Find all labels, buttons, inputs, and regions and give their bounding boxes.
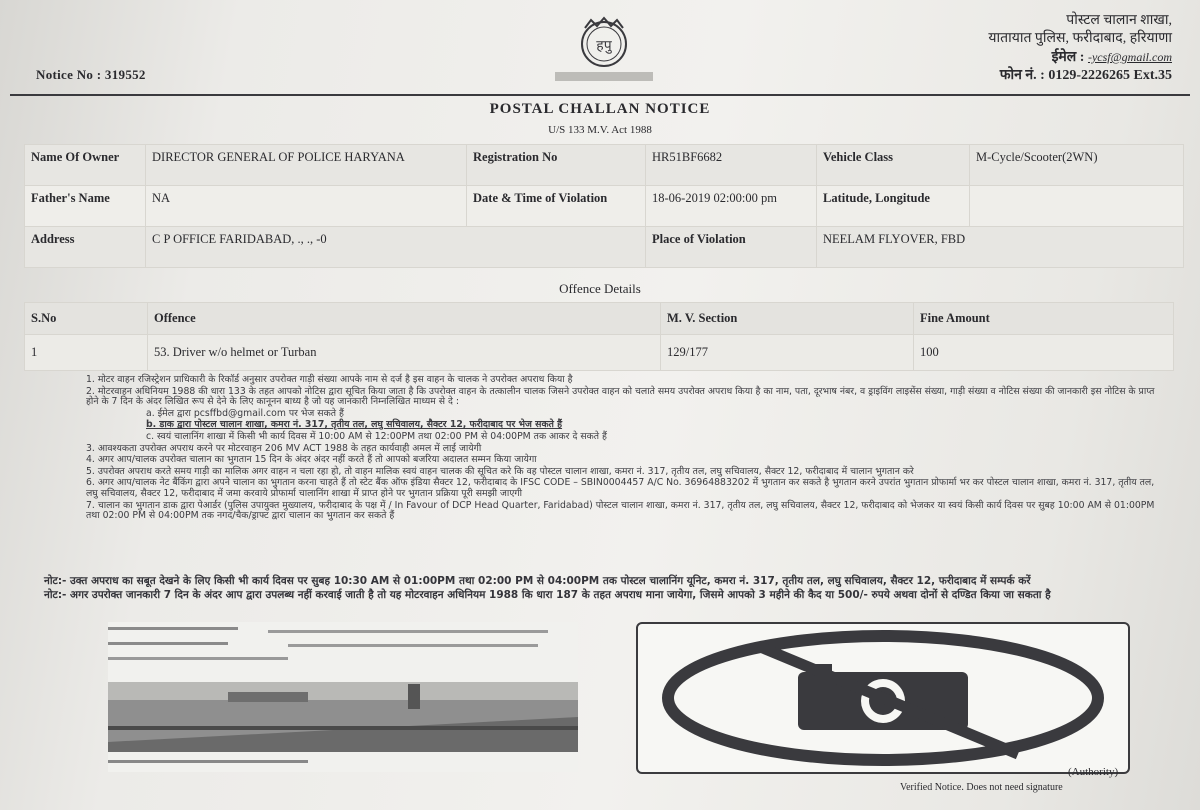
info-row: [25, 145, 1184, 186]
address-value: C P OFFICE FARIDABAD, ., ., -0: [146, 227, 646, 268]
email-value: -ycsf@gmail.com: [1087, 50, 1172, 64]
info-row: [25, 186, 1184, 227]
dept-line-1: पोस्टल चालान शाखा,: [1066, 13, 1172, 28]
father-name-label: Father's Name: [25, 186, 146, 227]
verified-notice: Verified Notice. Does not need signature: [900, 782, 1063, 793]
violation-datetime-value: 18-06-2019 02:00:00 pm: [646, 186, 817, 227]
email-label: ईमेल :: [1051, 50, 1085, 65]
note-item: 4. अगर आप/चालक उपरोक्त चालान का भुगतान 15 दिन के अंदर अंदर नहीं करते हैं तो आपको बजरिया अदालत सम्मन किया जायेगा: [86, 454, 537, 466]
notice-number: Notice No : 319552: [36, 67, 146, 82]
important-notes: [44, 575, 1144, 602]
address-label: Address: [25, 227, 146, 268]
col-sno: S.No: [25, 303, 148, 335]
lat-long-value: [970, 186, 1184, 227]
offence-row: [25, 335, 1174, 371]
authority-label: (Authority): [1068, 766, 1119, 778]
registration-label: Registration No: [467, 145, 646, 186]
bold-note: नोट:- अगर उपरोक्त जानकारी 7 दिन के अंदर आप द्वारा उपलब्ध नहीं करवाई जाती है तो यह मोटरवाहन अधिनियम 1988 कि धारा 187 के तहत अपराध माना जायेगा, जिसमे आपको 3 महीने की कैद या 500/- रुपये अथवा दोनों से दण्डित किया जा सकता है: [44, 588, 1051, 601]
owner-details-table: [24, 144, 1184, 268]
offence-header-row: [25, 303, 1174, 335]
col-section: M. V. Section: [661, 303, 914, 335]
instructions-list: [86, 375, 1166, 523]
notice-title: POSTAL CHALLAN NOTICE: [489, 101, 711, 117]
phone-line: फोन नं. : 0129-2226265 Ext.35: [999, 68, 1172, 83]
col-offence: Offence: [148, 303, 661, 335]
lat-long-label: Latitude, Longitude: [817, 186, 970, 227]
note-item: 3. आवश्यकता उपरोक्त अपराध करने पर मोटरवाहन 206 MV ACT 1988 के तहत कार्यवाही अमल में लाई जायेगी: [86, 442, 482, 454]
note-subitem: a. ईमेल द्वारा pcsffbd@gmail.com पर भेज सकते हैं: [146, 407, 344, 419]
offence-sno: 1: [25, 335, 148, 371]
note-item: 7. चालान का भुगतान डाक द्वारा पेआर्डर (पुलिस उपायुक्त मुख्यालय, फरीदाबाद के पक्ष में / In Favour of DCP Head Quarter, Faridabad) पोस्टल चालान शाखा, कमरा नं. 317, तृतीय तल, लघु सचिवालय, सैक्टर 12, फरीदाबाद को भेजकर या स्वयं किसी कार्य दिवस पर सुबह 10:00 AM से 01:00PM तथा 02:00 PM से 04:00PM तक नगद/चैक/ड्राफ्ट द्वारा चालान का भुगतान कर सकते हैं: [86, 499, 1155, 522]
department-header: [988, 12, 1172, 85]
violation-datetime-label: Date & Time of Violation: [467, 186, 646, 227]
info-row: [25, 227, 1184, 268]
registration-value: HR51BF6682: [646, 145, 817, 186]
note-item: 1. मोटर वाहन रजिस्ट्रेशन प्राधिकारी के रिकॉर्ड अनुसार उपरोक्त गाड़ी संख्या आपके नाम से दर्ज है इस वाहन के चालक ने उपरोक्त अपराध किया है: [86, 374, 573, 385]
emblem-text: हपु: [596, 38, 612, 54]
bold-note: नोट:- उक्त अपराध का सबूत देखने के लिए किसी भी कार्य दिवस पर सुबह 10:30 AM से 01:00PM तथा 02:00 PM से 04:00PM तक पोस्टल चालानिंग यूनिट, कमरा नं. 317, तृतीय तल, लघु सचिवालय, सैक्टर 12, फरीदाबाद में सम्पर्क करें: [44, 575, 1031, 587]
offence-name: 53. Driver w/o helmet or Turban: [148, 335, 661, 371]
dept-line-2: यातायात पुलिस, फरीदाबाद, हरियाणा: [988, 31, 1172, 46]
place-label: Place of Violation: [646, 227, 817, 268]
evidence-photo: [108, 622, 578, 772]
header-divider: [10, 94, 1190, 96]
owner-value: DIRECTOR GENERAL OF POLICE HARYANA: [146, 145, 467, 186]
note-item: 2. मोटरवाहन अधिनियम 1988 की धारा 133 के तहत आपको नोटिस द्वारा सूचित किया जाता है कि उपरोक्त वाहन के तत्कालीन चालक जिसने उपरोक्त वाहन को चलाते समय उपरोक्त अपराध किया है का नाम, पता, दूरभाष नंबर, व ड्राइविंग लाइसेंस संख्या, गाड़ी संख्या व नोटिस संख्या की जानकारी इस नोटिस के प्राप्त होने के 7 दिन के अंदर लिखित रूप से देने के लिए कानूनन बाध्य है जो यह जानकारी निम्नलिखित माध्यम से दे :: [86, 385, 1155, 408]
note-item: 5. उपरोक्त अपराध करते समय गाड़ी का मालिक अगर वाहन न चला रहा हो, तो वाहन मालिक स्वयं वाहन चालक की सूचित करे कि वह पोस्टल चालान शाखा, कमरा नं. 317, तृतीय तल, लघु सचिवालय, सैक्टर 12, फरीदाबाद में चालान भुगतान करे: [86, 465, 914, 477]
note-subitem: c. स्वयं चालानिंग शाखा में किसी भी कार्य दिवस में 10:00 AM से 12:00PM तथा 02:00 PM से 04:00PM तक आकर दे सकते हैं: [146, 430, 607, 442]
haryana-police-emblem-icon: [545, 14, 663, 84]
offence-details-heading: Offence Details: [559, 281, 641, 296]
offence-fine: 100: [914, 335, 1174, 371]
place-value: NEELAM FLYOVER, FBD: [817, 227, 1184, 268]
col-fine: Fine Amount: [914, 303, 1174, 335]
no-camera-icon: [636, 622, 1130, 774]
owner-label: Name Of Owner: [25, 145, 146, 186]
offence-table: [24, 302, 1174, 371]
offence-section: 129/177: [661, 335, 914, 371]
note-subitem: b. डाक द्वारा पोस्टल चालान शाखा, कमरा नं. 317, तृतीय तल, लघु सचिवालय, सैक्टर 12, फरीदाबाद पर भेज सकते हैं: [146, 419, 563, 431]
email-line: [988, 48, 1172, 67]
notice-subtitle: U/S 133 M.V. Act 1988: [548, 124, 652, 136]
father-name-value: NA: [146, 186, 467, 227]
vehicle-class-label: Vehicle Class: [817, 145, 970, 186]
note-item: 6. अगर आप/चालक नेट बैंकिंग द्वारा अपने चालान का भुगतान करना चाहते हैं तो स्टेट बैंक ऑफ इंडिया सैक्टर 12, फरीदाबाद के IFSC CODE – SBIN0004457 A/C No. 36964883202 में भुगतान कर सकते है भुगतान करने उपरांत भुगतान प्रोफार्मा भर कर पोस्टल चालान शाखा, कमरा नं. 317, तृतीय तल, लघु सचिवालय, सैक्टर 12, फरीदाबाद में जमा करवाये प्रोफार्मा चालानिंग शाखा में प्राप्त होने पर भुगतान प्रक्रिया पूरी समझी जाएगी: [86, 477, 1155, 499]
vehicle-class-value: M-Cycle/Scooter(2WN): [970, 145, 1184, 186]
